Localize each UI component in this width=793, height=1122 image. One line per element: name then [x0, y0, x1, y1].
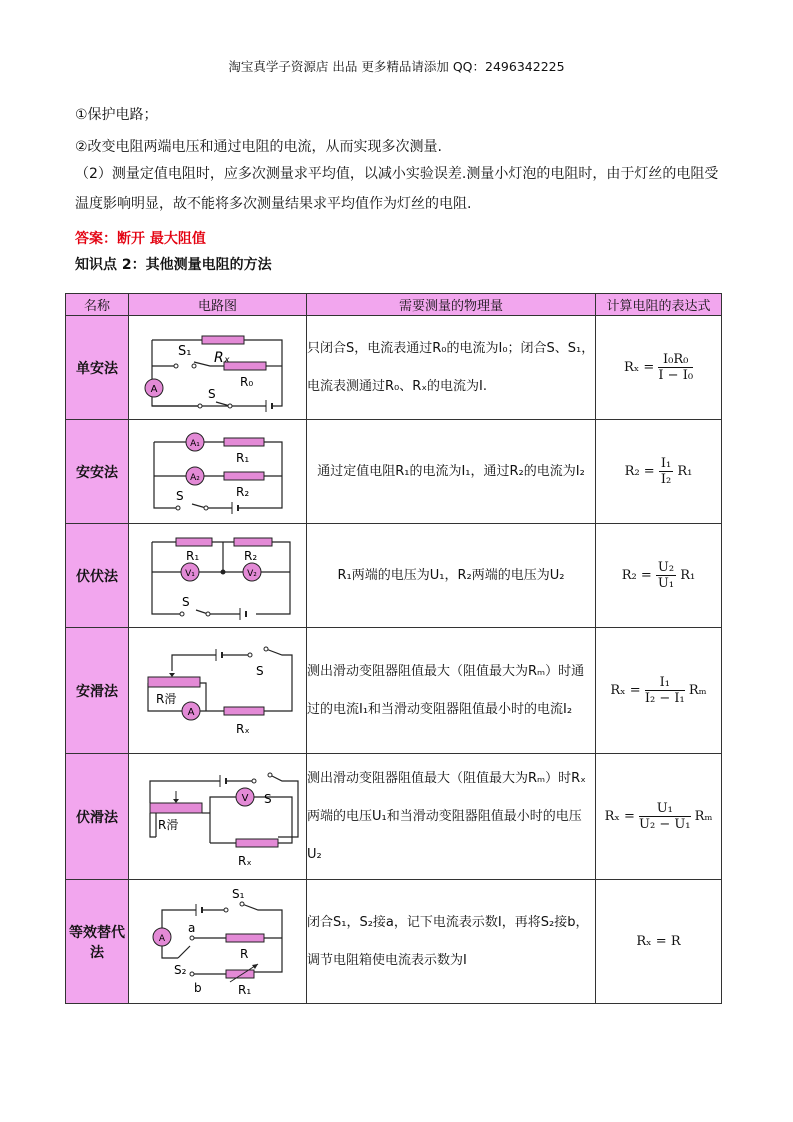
answer-line: 答案：断开 最大阻值 [75, 231, 206, 247]
header-circuit: 电路图 [129, 294, 307, 316]
formula-denominator: U₂ − U₁ [639, 817, 691, 832]
formula-lhs: R₂ = [621, 568, 652, 583]
circuit-6-s2-label: S₂ [173, 962, 186, 977]
method-description: 闭合S₁，S₂接a，记下电流表示数I，再将S₂接b，调节电阻箱使电流表示数为I [307, 880, 596, 1004]
formula-tail: R₁ [680, 568, 696, 583]
formula-fraction [639, 801, 691, 832]
table-row [66, 420, 722, 524]
formula-tail: Rₘ [694, 809, 713, 824]
method-description: 通过定值电阻R₁的电流为I₁，通过R₂的电流为I₂ [307, 420, 596, 524]
circuit-1-r0-label: R₀ [239, 374, 253, 389]
circuit-5-rheostat-label: R滑 [157, 817, 178, 832]
method-formula [596, 420, 722, 524]
circuit-4-rx-label: Rₓ [235, 721, 250, 736]
formula-numerator: U₂ [657, 560, 675, 575]
circuit-5-svg [132, 757, 304, 873]
formula-fraction [645, 675, 685, 706]
circuit-diagram-2 [129, 420, 307, 524]
page-header: 淘宝真学子资源店 出品 更多精品请添加 QQ：2496342225 [228, 59, 565, 74]
header-formula: 计算电阻的表达式 [596, 294, 722, 316]
circuit-2-s-label: S [175, 488, 184, 503]
method-formula [596, 754, 722, 880]
circuit-4-ammeter-label: A [187, 706, 194, 718]
circuit-4-rheostat-label: R滑 [155, 691, 176, 706]
circuit-1-svg [132, 318, 304, 414]
table-row [66, 316, 722, 420]
circuit-6-a-label: a [187, 920, 195, 935]
formula-numerator: I₁ [660, 456, 672, 471]
circuit-2-r2-label: R₂ [235, 484, 249, 499]
header-quantity: 需要测量的物理量 [307, 294, 596, 316]
method-name: 伏滑法 [66, 754, 129, 880]
circuit-3-r2-label: R₂ [243, 548, 257, 563]
circuit-diagram-3 [129, 524, 307, 628]
circuit-diagram-5 [129, 754, 307, 880]
method-formula [596, 316, 722, 420]
circuit-6-b-label: b [193, 980, 202, 995]
formula-tail: Rₘ [688, 683, 707, 698]
formula-denominator: I₂ [660, 472, 672, 487]
circuit-1-s-label: S [207, 386, 216, 401]
formula-tail: R₁ [677, 464, 693, 479]
formula-denominator: I − I₀ [658, 368, 694, 383]
method-name: 伏伏法 [66, 524, 129, 628]
method-formula [596, 628, 722, 754]
table-row [66, 880, 722, 1004]
circuit-3-v2-label: V₂ [246, 568, 257, 579]
circuit-4-svg [132, 631, 304, 747]
method-description: 只闭合S，电流表通过R₀的电流为I₀；闭合S、S₁，电流表测通过R₀、Rₓ的电流为I. [307, 316, 596, 420]
method-description: 测出滑动变阻器阻值最大（阻值最大为Rₘ）时Rₓ两端的电压U₁和当滑动变阻器阻值最小时的电压U₂ [307, 754, 596, 880]
circuit-5-voltmeter-label: V [241, 792, 248, 804]
formula-numerator: I₁ [645, 675, 685, 691]
method-description: R₁两端的电压为U₁，R₂两端的电压为U₂ [307, 524, 596, 628]
method-formula [596, 880, 722, 1004]
circuit-3-s-label: S [181, 594, 190, 609]
circuit-diagram-1 [129, 316, 307, 420]
method-formula [596, 524, 722, 628]
formula-fraction [656, 560, 676, 591]
table-row [66, 754, 722, 880]
circuit-2-a1-label: A₁ [189, 438, 200, 449]
formula-lhs: Rₓ = [623, 360, 655, 375]
method-name: 单安法 [66, 316, 129, 420]
circuit-6-r-label: R [239, 946, 248, 961]
table-header-row [66, 294, 722, 316]
formula-denominator: I₂ − I₁ [644, 691, 685, 706]
formula-lhs: Rₓ = [610, 683, 641, 698]
method-name: 安滑法 [66, 628, 129, 754]
circuit-2-a2-label: A₂ [189, 472, 200, 483]
text-paragraph-3: （2）测量定值电阻时，应多次测量求平均值，以减小实验误差.测量小灯泡的电阻时，由于灯丝的电阻受温度影响明显，故不能将多次测量结果求平均值作为灯丝的电阻. [75, 166, 719, 212]
circuit-6-ammeter-label: A [158, 933, 165, 944]
circuit-5-rx-label: Rₓ [237, 853, 252, 868]
table-row [66, 524, 722, 628]
circuit-diagram-4 [129, 628, 307, 754]
circuit-2-r1-label: R₁ [235, 450, 249, 465]
formula-numerator: U₁ [639, 801, 691, 817]
formula-fraction [658, 352, 693, 383]
text-line-2: ②改变电阻两端电压和通过电阻的电流，从而实现多次测量. [75, 139, 442, 155]
circuit-2-svg [132, 422, 304, 518]
circuit-diagram-6 [129, 880, 307, 1004]
formula-fraction [659, 456, 673, 487]
methods-table [65, 293, 722, 1004]
table-row [66, 628, 722, 754]
circuit-3-r1-label: R₁ [185, 548, 199, 563]
formula-lhs: Rₓ = [604, 809, 635, 824]
circuit-1-s1-label: S₁ [177, 343, 191, 359]
circuit-1-ammeter-label: A [150, 383, 157, 395]
circuit-6-s1-label: S₁ [231, 886, 244, 901]
circuit-4-s-label: S [255, 663, 264, 678]
knowledge-point-title: 知识点 2：其他测量电阻的方法 [75, 257, 272, 273]
formula-denominator: U₁ [657, 576, 675, 591]
circuit-6-svg [132, 882, 304, 998]
formula-numerator: I₀R₀ [658, 352, 693, 368]
method-description: 测出滑动变阻器阻值最大（阻值最大为Rₘ）时通过的电流I₁和当滑动变阻器阻值最小时的电流I₂ [307, 628, 596, 754]
method-name: 等效替代法 [66, 880, 129, 1004]
text-line-1: ①保护电路； [75, 107, 158, 123]
method-name: 安安法 [66, 420, 129, 524]
header-name: 名称 [66, 294, 129, 316]
formula-lhs: Rₓ = R [636, 934, 681, 949]
circuit-3-v1-label: V₁ [184, 568, 195, 579]
circuit-1-rx-label: Rₓ [213, 349, 230, 366]
circuit-3-svg [132, 526, 304, 622]
circuit-5-s-label: S [263, 791, 272, 806]
formula-lhs: R₂ = [624, 464, 655, 479]
circuit-6-r1-label: R₁ [237, 982, 251, 997]
